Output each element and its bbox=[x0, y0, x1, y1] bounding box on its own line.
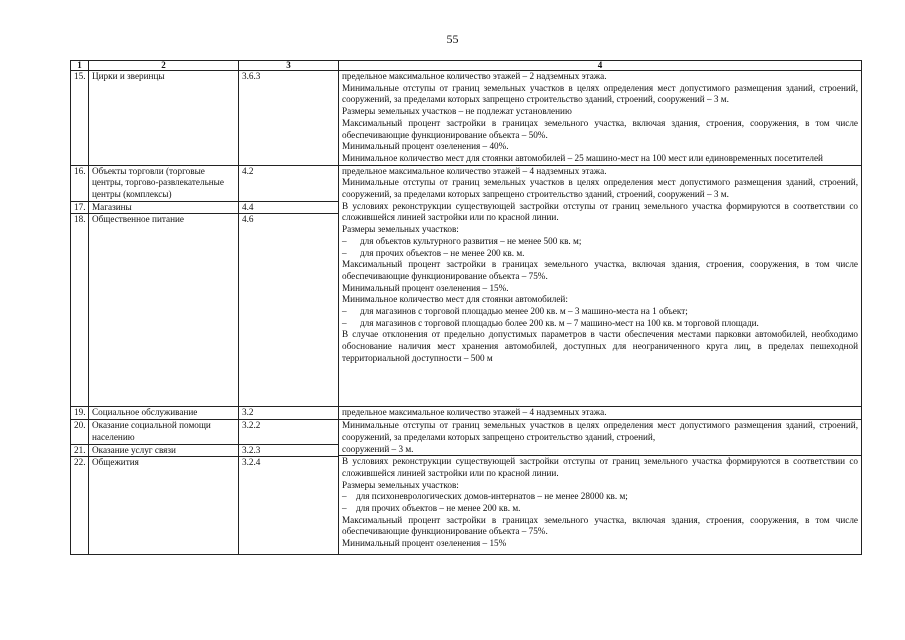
list-item bbox=[342, 491, 858, 503]
paragraph: Минимальное количество мест для стоянки автомобилей – 25 машино-мест на 100 мест или единовременных посетителей bbox=[342, 152, 823, 163]
list-item bbox=[342, 236, 858, 248]
use-type-name: Оказание услуг связи bbox=[89, 444, 239, 457]
use-type-name: Общественное питание bbox=[89, 214, 239, 407]
use-type-name: Объекты торговли (торговые центры, торгово-развлекательные центры (комплексы) bbox=[89, 165, 239, 201]
row-number: 21. bbox=[71, 444, 89, 457]
paragraph: Минимальные отступы от границ земельных участков в целях определения мест допустимого размещения зданий, строений, сооружений, за пределами которых запрещено строительство зданий, строений, bbox=[342, 420, 858, 442]
paragraph: Максимальный процент застройки в границах земельного участка, включая здания, строения, сооружения, в том числе обеспечивающие функционирование объекта – 75%. bbox=[342, 514, 858, 537]
use-type-name: Магазины bbox=[89, 201, 239, 214]
paragraph: Размеры земельных участков: bbox=[342, 224, 459, 235]
row-number: 15. bbox=[71, 71, 89, 166]
parameters-cell bbox=[339, 407, 862, 555]
dash-marker: – bbox=[342, 306, 347, 317]
dash-marker: – bbox=[342, 491, 347, 502]
parameters-cell bbox=[339, 71, 862, 166]
use-type-code: 3.6.3 bbox=[239, 71, 339, 166]
row-number: 20. bbox=[71, 420, 89, 444]
paragraph: Минимальный процент озеленения – 15% bbox=[342, 538, 507, 549]
row-number: 17. bbox=[71, 201, 89, 214]
use-type-name: Цирки и зверинцы bbox=[89, 71, 239, 166]
paragraph: Минимальные отступы от границ земельных участков в целях определения мест допустимого размещения зданий, строений, сооружений, за пределами которых запрещено строительство зданий, строений, сооружений – 3 м. bbox=[342, 82, 858, 105]
list-item bbox=[342, 318, 858, 330]
parameters-cell bbox=[339, 165, 862, 407]
dash-marker: – bbox=[342, 247, 347, 258]
page-number: 55 bbox=[446, 32, 459, 46]
paragraph: Размеры земельных участков – не подлежат установлению bbox=[342, 106, 572, 117]
dash-marker: – bbox=[342, 317, 347, 328]
paragraph: В условиях реконструкции существующей застройки отступы от границ земельного участка формируются в соответствии со сложившейся линией застройки или по красной линии. bbox=[342, 200, 858, 223]
paragraph: В случае отклонения от предельно допустимых параметров в части обеспечения местами парковки автомобилей, необходимо обоснование наличия мест хранения автомобилей, доступных для неограниченного круга лиц, в пределах пешеходной территориальной доступности – 500 м bbox=[342, 329, 858, 363]
header-cell-4: 4 bbox=[339, 61, 862, 71]
zoning-table bbox=[70, 60, 862, 555]
use-type-code: 3.2.3 bbox=[239, 444, 339, 457]
paragraph: предельное максимальное количество этажей – 2 надземных этажа. bbox=[342, 71, 607, 81]
list-item bbox=[342, 306, 858, 318]
list-item-text: для объектов культурного развития – не менее 500 кв. м; bbox=[360, 235, 582, 246]
use-type-code: 4.6 bbox=[239, 214, 339, 407]
paragraph: Максимальный процент застройки в границах земельного участка, включая здания, строения, сооружения, в том числе обеспечивающие функционирование объекта – 75%. bbox=[342, 259, 858, 281]
header-cell-1: 1 bbox=[71, 61, 89, 71]
row-number: 22. bbox=[71, 457, 89, 555]
paragraph: Минимальные отступы от границ земельных участков в целях определения мест допустимого размещения зданий, строений, сооружений, за пределами которых запрещено строительство зданий, строений, сооружений – 3 м. bbox=[342, 177, 858, 200]
dash-marker: – bbox=[342, 235, 347, 246]
use-type-name: Оказание социальной помощи населению bbox=[89, 420, 239, 444]
use-type-code: 3.2.2 bbox=[239, 420, 339, 444]
list-item bbox=[342, 248, 858, 260]
row-number: 19. bbox=[71, 407, 89, 420]
header-cell-2: 2 bbox=[89, 61, 239, 71]
paragraph: Размеры земельных участков: bbox=[342, 479, 459, 490]
use-type-code: 3.2 bbox=[239, 407, 339, 420]
list-item-text: для психоневрологических домов-интернатов – не менее 28000 кв. м; bbox=[356, 491, 628, 502]
dash-marker: – bbox=[342, 503, 347, 514]
list-item-text: для прочих объектов – не менее 200 кв. м. bbox=[360, 247, 525, 258]
paragraph: В условиях реконструкции существующей застройки отступы от границ земельного участка формируются в соответствии со сложившейся линией застройки или по красной линии. bbox=[342, 456, 858, 478]
table-row bbox=[71, 165, 862, 201]
row-number: 16. bbox=[71, 165, 89, 201]
paragraph: Минимальный процент озеленения – 15%. bbox=[342, 282, 509, 293]
paragraph: Минимальное количество мест для стоянки автомобилей: bbox=[342, 294, 568, 305]
paragraph: Максимальный процент застройки в границах земельного участка, включая здания, строения, сооружения, в том числе обеспечивающие функционирование объекта – 50%. bbox=[342, 117, 858, 140]
use-type-name: Общежития bbox=[89, 457, 239, 555]
table-row bbox=[71, 407, 862, 420]
header-cell-3: 3 bbox=[239, 61, 339, 71]
row-number: 18. bbox=[71, 214, 89, 407]
paragraph: предельное максимальное количество этажей – 4 надземных этажа. bbox=[342, 407, 607, 418]
list-item-text: для магазинов с торговой площадью более 200 кв. м – 7 машино-мест на 100 кв. м торговой площади. bbox=[360, 317, 759, 328]
use-type-name: Социальное обслуживание bbox=[89, 407, 239, 420]
list-item bbox=[342, 503, 858, 515]
paragraph: сооружений – 3 м. bbox=[342, 443, 414, 454]
use-type-code: 3.2.4 bbox=[239, 457, 339, 555]
paragraph: Минимальный процент озеленения – 40%. bbox=[342, 141, 509, 152]
list-item-text: для прочих объектов – не менее 200 кв. м. bbox=[356, 503, 521, 514]
use-type-code: 4.2 bbox=[239, 165, 339, 201]
paragraph: предельное максимальное количество этажей – 4 надземных этажа. bbox=[342, 165, 607, 176]
list-item-text: для магазинов с торговой площадью менее 200 кв. м – 3 машино-места на 1 объект; bbox=[360, 306, 688, 317]
use-type-code: 4.4 bbox=[239, 201, 339, 214]
table-header-row bbox=[71, 61, 862, 71]
table-row bbox=[71, 71, 862, 166]
